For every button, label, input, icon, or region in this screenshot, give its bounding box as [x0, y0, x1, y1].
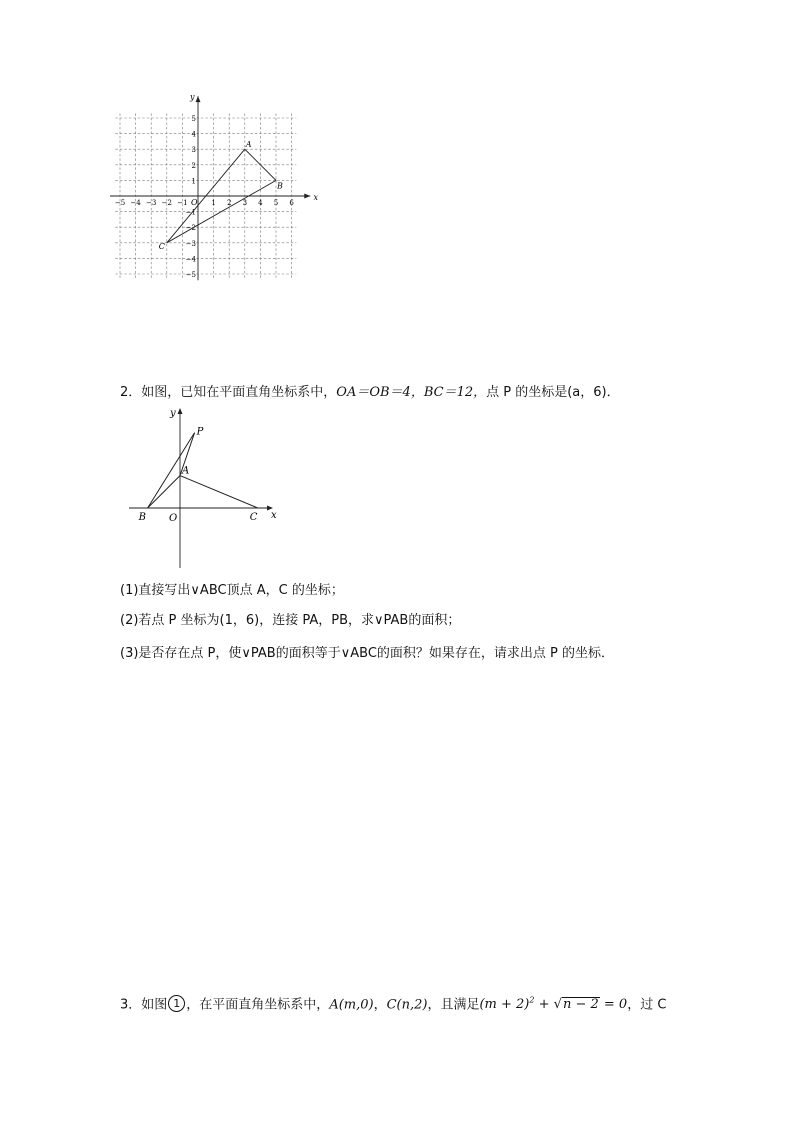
x-tick-label: 3 — [242, 199, 248, 207]
x-axis-arrow — [304, 194, 310, 199]
equation-sqrt-term: n − 2 — [562, 997, 599, 1013]
question-3-text-b: ，且满足 — [427, 997, 480, 1013]
question-2-number: 2． — [120, 385, 142, 400]
equation-plus: + — [534, 997, 554, 1013]
y-tick-label: −5 — [185, 271, 196, 279]
x-tick-label: −1 — [177, 199, 188, 207]
segment-ab — [148, 476, 180, 508]
origin-label: O — [169, 513, 178, 524]
x-tick-label: 6 — [289, 199, 294, 207]
y-tick-label: −3 — [185, 239, 196, 248]
y-axis-arrow — [178, 408, 183, 414]
point-p-label: P — [196, 426, 204, 438]
segment-ac — [180, 476, 258, 508]
x-tick-label: 5 — [273, 199, 279, 207]
point-a-label: A — [245, 140, 252, 150]
x-tick-label: 1 — [211, 199, 216, 207]
question-3-stem — [120, 992, 666, 1014]
y-axis-arrow — [196, 96, 201, 102]
point-c-label: C — [249, 512, 258, 523]
figure-2-triangle-diagram — [125, 404, 285, 574]
point-b-label: B — [277, 181, 283, 191]
equation — [479, 997, 627, 1012]
question-2-part-3: (3)是否存在点 P，使∨PAB的面积等于∨ABC的面积？如果存在，请求出点 P 的坐标． — [120, 646, 615, 661]
x-tick-label: 4 — [258, 199, 263, 207]
question-3-text-pre: 如图 — [141, 997, 168, 1013]
question-2-part-1: (1)直接写出∨ABC顶点 A，C 的坐标； — [120, 583, 344, 598]
y-tick-label: 3 — [191, 146, 196, 155]
question-3-text-c: ，过 C — [627, 997, 667, 1013]
x-tick-label: −2 — [161, 199, 172, 207]
y-tick-label: −4 — [185, 255, 196, 264]
question-3-number: 3． — [120, 997, 142, 1013]
y-axis-label: y — [170, 408, 176, 419]
y-axis-label: y — [190, 92, 195, 102]
question-2-condition: OA＝OB＝4，BC＝12， — [336, 385, 487, 400]
point-a-label: A — [182, 465, 190, 477]
y-tick-label: −2 — [185, 224, 196, 233]
question-2-coord: (a，6)． — [567, 385, 620, 400]
x-tick-label: 2 — [226, 199, 232, 207]
y-tick-label: 1 — [191, 177, 196, 186]
equation-square-term: (m + 2) — [479, 997, 530, 1013]
equation-exponent: 2 — [529, 996, 535, 1005]
sqrt-symbol: √ — [553, 997, 562, 1013]
x-tick-label: −3 — [146, 199, 157, 207]
figure-1-coordinate-grid — [110, 92, 330, 282]
x-axis-label: x — [271, 510, 277, 521]
separator: ， — [373, 997, 387, 1013]
question-2-stem-mid: 点 P 的坐标是 — [486, 385, 568, 400]
y-tick-label: −1 — [185, 208, 196, 217]
y-tick-label: 5 — [191, 115, 196, 123]
point-c-label: C — [158, 241, 165, 251]
question-2-stem — [120, 384, 620, 402]
x-tick-label: −5 — [114, 199, 126, 207]
equation-equals: = 0 — [599, 997, 628, 1013]
question-2-stem-pre: 如图，已知在平面直角坐标系中， — [141, 385, 337, 400]
point-b-label: B — [138, 512, 146, 523]
origin-label: O — [191, 198, 198, 207]
y-tick-label: 4 — [191, 130, 196, 139]
y-tick-label: 2 — [191, 161, 196, 170]
point-c-coord: C(n,2) — [386, 997, 428, 1013]
x-axis-label: x — [313, 193, 318, 202]
question-3-text-a: ，在平面直角坐标系中， — [186, 997, 330, 1013]
point-a-coord: A(m,0) — [329, 997, 374, 1013]
question-2-part-2: (2)若点 P 坐标为(1，6)，连接 PA，PB，求∨PAB的面积； — [120, 613, 461, 628]
figure-ref-circled-1: 1 — [168, 995, 185, 1012]
x-tick-label: −4 — [130, 199, 141, 207]
